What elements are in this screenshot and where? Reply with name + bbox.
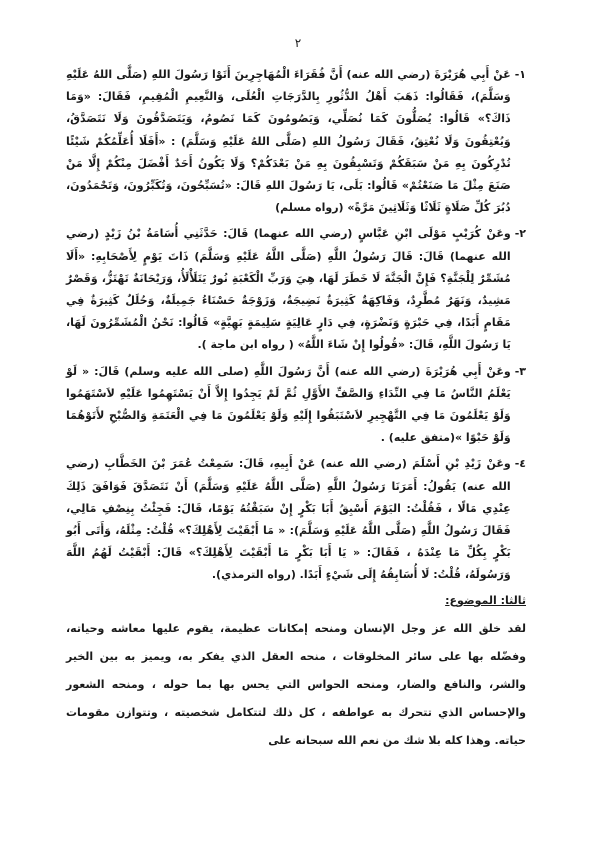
hadith-item-2 xyxy=(66,223,526,356)
hadith-number: ٢- xyxy=(514,227,526,241)
hadith-text: وعَنْ زَيْدِ بْنِ أَسْلَمَ (رضي الله عنه) عَنْ أَبِيهِ، قَالَ: سَمِعْتُ عُمَرَ بْنَ الخَطَّابِ (رضي الله عنه) يَقُولُ: أَمَرَنَا رَسُولُ اللَّهِ (صَلَّى اللَّهُ عَلَيْهِ وَسَلَّمَ) أَنْ نَتَصَدَّقَ فَوَافَقَ ذَلِكَ عِنْدِي مَالًا ، فَقُلْتُ: اليَوْمَ أَسْبِقُ أَبَا بَكْرٍ إِنْ سَبَقْتُهُ يَوْمًا، قَالَ: فَجِئْتُ بِنِصْفِ مَالِي، فَقَالَ رَسُولُ اللَّهِ (صَلَّى اللَّهُ عَلَيْهِ وَسَلَّمَ): « مَا أَبْقَيْتَ لِأَهْلِكَ؟» قُلْتُ: مِثْلَهُ، وَأَتَى أَبُو بَكْرٍ بِكُلِّ مَا عِنْدَهُ ، فَقَالَ: « يَا أَبَا بَكْرٍ مَا أَبْقَيْتَ لِأَهْلِكَ؟» قَالَ: أَبْقَيْتُ لَهُمُ اللَّهَ وَرَسُولَهُ، قُلْتُ: لَا أُسَابِقُهُ إِلَى شَيْءٍ أَبَدًا. (رواه الترمذي). xyxy=(66,457,511,582)
hadith-text: وعَنْ أَبِي هُرَيْرَةَ (رضي الله عنه) أَنَّ رَسُولَ اللَّهِ (صلى الله عليه وسلم) قَالَ: « لَوْ يَعْلَمُ النَّاسُ مَا فِي النِّدَاءِ وَالصَّفِّ الأَوَّلِ ثُمَّ لَمْ يَجِدُوا إِلاَّ أَنْ يَسْتَهِمُوا عَلَيْهِ لاَسْتَهَمُوا وَلَوْ يَعْلَمُونَ مَا فِي التَّهْجِيرِ لاَسْتَبَقُوا إِلَيْهِ وَلَوْ يَعْلَمُونَ مَا فِي الْعَتَمَةِ وَالصُّبْحِ لأَتَوْهُمَا وَلَوْ حَبْوًا »(متفق عليه) . xyxy=(66,364,511,445)
page-content xyxy=(66,64,526,755)
hadith-text: وعَنْ كُرَيْبٍ مَوْلَى ابْنِ عَبَّاسٍ (رضي الله عنهما) قَالَ: حَدَّثَنِي أُسَامَةُ بْنُ زَيْدٍ (رضي الله عنهما) قَالَ: قَالَ رَسُولُ اللَّهِ (صَلَّى اللَّهُ عَلَيْهِ وَسَلَّمَ) ذَاتَ يَوْمٍ لِأَصْحَابِهِ: «أَلَا مُشَمِّرٌ لِلْجَنَّةِ؟ فَإِنَّ الْجَنَّةَ لَا خَطَرَ لَهَا، هِيَ وَرَبِّ الْكَعْبَةِ نُورٌ يَتَلَأْلَأُ، وَرَيْحَانَةٌ تَهْتَزُّ، وَقَصْرٌ مَشِيدٌ، وَنَهَرٌ مُطَّرِدٌ، وَفَاكِهَةٌ كَثِيرَةٌ نَضِيجَةٌ، وَزَوْجَةٌ حَسْنَاءُ جَمِيلَةٌ، وَحُلَلٌ كَثِيرَةٌ فِي مَقَامٍ أَبَدًا، فِي حَبْرَةٍ وَنَضْرَةٍ، فِي دَارٍ عَالِيَةٍ سَلِيمَةٍ بَهِيَّةٍ» قَالُوا: نَحْنُ الْمُشَمِّرُونَ لَهَا، يَا رَسُولَ اللَّهِ، قَالَ: «قُولُوا إِنْ شَاءَ اللَّهُ» ( رواه ابن ماجة ). xyxy=(66,227,511,352)
hadith-number: ٤- xyxy=(514,457,526,471)
hadith-number: ١- xyxy=(514,68,526,81)
hadith-item-3 xyxy=(66,361,526,450)
section-paragraph: لقد خلق الله عز وجل الإنسان ومنحه إمكانات عظيمة، يقوم عليها معاشه وحياته، وفضّله بها على سائر المخلوقات ، منحه العقل الذي يفكر به، ويميز به بين الخير والشر، والنافع والضار، ومنحه الحواس التي يحس بها بما حوله ، ومنحه الشعور والإحساس الذي تتحرك به عواطفه ، كل ذلك لتتكامل شخصيته ، وتتوازن مقومات حياته. وهذا كله بلا شك من نعم الله سبحانه على xyxy=(66,621,526,747)
hadith-item-1 xyxy=(66,64,526,219)
page-number: ٢ xyxy=(294,36,302,50)
section-heading: ثالثا: الموضوع: xyxy=(445,593,526,607)
hadith-item-4 xyxy=(66,453,526,586)
hadith-number: ٣- xyxy=(514,364,526,378)
hadith-text: عَنْ أَبِي هُرَيْرَةَ (رضي الله عنه) أَنَّ فُقَرَاءَ الْمُهَاجِرِينَ أَتَوْا رَسُولَ اللهِ (صَلَّى اللهُ عَلَيْهِ وَسَلَّمَ)، فَقَالُوا: ذَهَبَ أَهْلُ الدُّثُورِ بِالدَّرَجَاتِ الْعُلَى، وَالنَّعِيمِ الْمُقِيمِ، فَقَالَ: «وَمَا ذَاكَ؟» قَالُوا: يُصَلُّونَ كَمَا نُصَلِّي، وَيَصُومُونَ كَمَا نَصُومُ، وَيَتَصَدَّقُونَ وَلَا نَتَصَدَّقُ، وَيُعْتِقُونَ وَلَا نُعْتِقُ، فَقَالَ رَسُولُ اللهِ (صَلَّى اللهُ عَلَيْهِ وَسَلَّمَ) : «أَفَلَا أُعَلِّمُكُمْ شَيْئًا تُدْرِكُونَ بِهِ مَنْ سَبَقَكُمْ وَتَسْبِقُونَ بِهِ مَنْ بَعْدَكُمْ؟ وَلَا يَكُونُ أَحَدٌ أَفْضَلَ مِنْكُمْ إِلَّا مَنْ صَنَعَ مِثْلَ مَا صَنَعْتُمْ» قَالُوا: بَلَى، يَا رَسُولَ اللهِ قَالَ: «تُسَبِّحُونَ، وَتُكَبِّرُونَ، وَتَحْمَدُونَ، دُبُرَ كُلِّ صَلَاةٍ ثَلَاثًا وَثَلَاثِينَ مَرَّةً» (رواه مسلم) xyxy=(66,68,511,215)
